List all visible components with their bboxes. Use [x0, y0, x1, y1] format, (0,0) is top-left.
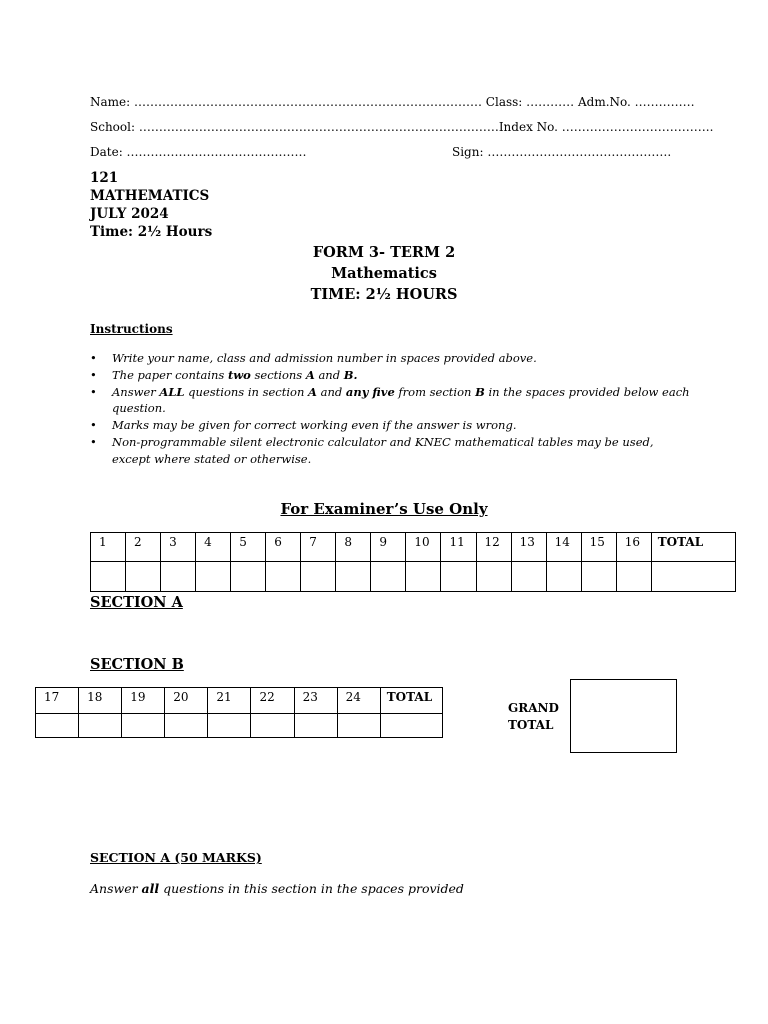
table-header-row — [36, 688, 443, 714]
exam-title — [0, 242, 768, 305]
total-score-cell[interactable] — [380, 714, 442, 738]
score-cell[interactable] — [616, 562, 651, 592]
section-a-answer-instruction — [90, 881, 464, 896]
score-cell[interactable] — [406, 562, 441, 592]
text-run: questions in this section in the spaces provided — [159, 881, 464, 896]
score-cell[interactable] — [208, 714, 251, 738]
emphasis-text: B — [475, 384, 485, 399]
section-b-marks-table — [35, 687, 443, 738]
exam-title-form: FORM 3- TERM 2 — [312, 244, 456, 261]
emphasis-text: B. — [343, 367, 358, 382]
text-run: sections — [250, 367, 306, 382]
question-number-cell: 18 — [79, 688, 122, 714]
grand-total-line2: TOTAL — [508, 718, 554, 732]
text-run: Answer — [90, 881, 142, 896]
text-run: Marks may be given for correct working even if the answer is wrong. — [112, 418, 517, 433]
score-cell[interactable] — [251, 714, 294, 738]
score-cell[interactable] — [36, 714, 79, 738]
text-run: from section — [394, 384, 476, 399]
question-number-cell: 4 — [196, 533, 231, 562]
question-number-cell: 13 — [511, 533, 546, 562]
score-cell[interactable] — [91, 562, 126, 592]
question-number-cell: 5 — [231, 533, 266, 562]
instructions-heading: Instructions — [90, 322, 173, 336]
instruction-item — [90, 434, 690, 468]
date-field[interactable]: Date: ……………………………………… — [90, 145, 307, 159]
emphasis-text: ALL — [159, 384, 185, 399]
score-cell[interactable] — [294, 714, 337, 738]
emphasis-text: A — [308, 384, 317, 399]
score-cell[interactable] — [511, 562, 546, 592]
paper-code: 121 — [90, 170, 119, 186]
exam-title-subject: Mathematics — [331, 265, 437, 282]
text-run: and — [314, 367, 344, 382]
question-number-cell: 10 — [406, 533, 441, 562]
name-class-adm-field[interactable]: Name: …………………………………………………………………………… Class: ………… Adm.No. …………… — [90, 95, 695, 109]
table-score-row — [36, 714, 443, 738]
table-score-row — [91, 562, 736, 592]
text-run: questions in section — [184, 384, 309, 399]
section-a-marks-heading: SECTION A (50 MARKS) — [90, 850, 262, 865]
grand-total-box[interactable] — [570, 679, 677, 753]
question-number-cell: 17 — [36, 688, 79, 714]
score-cell[interactable] — [165, 714, 208, 738]
question-number-cell: 14 — [546, 533, 581, 562]
question-number-cell: 16 — [616, 533, 651, 562]
text-run: Write your name, class and admission number in spaces provided above. — [112, 351, 537, 365]
question-number-cell: 12 — [476, 533, 511, 562]
exam-title-time: TIME: 2½ HOURS — [310, 286, 458, 303]
text-run: Answer — [112, 384, 160, 399]
question-number-cell: 3 — [161, 533, 196, 562]
grand-total-label — [508, 700, 559, 734]
score-cell[interactable] — [476, 562, 511, 592]
question-number-cell: 2 — [126, 533, 161, 562]
total-header-cell: TOTAL — [651, 533, 735, 562]
paper-subject: MATHEMATICS — [90, 188, 210, 204]
total-header-cell: TOTAL — [380, 688, 442, 714]
question-number-cell: 1 — [91, 533, 126, 562]
table-header-row — [91, 533, 736, 562]
instructions-list — [90, 350, 690, 468]
paper-header — [90, 169, 212, 241]
text-run: and — [316, 384, 346, 399]
instruction-item — [90, 384, 690, 418]
score-cell[interactable] — [126, 562, 161, 592]
score-cell[interactable] — [196, 562, 231, 592]
score-cell[interactable] — [266, 562, 301, 592]
question-number-cell: 9 — [371, 533, 406, 562]
instruction-item — [90, 367, 690, 384]
grand-total-line1: GRAND — [508, 701, 559, 715]
school-index-field[interactable]: School: ………………………………………………………………………………Index No. ……………………………….. — [90, 120, 714, 134]
question-number-cell: 22 — [251, 688, 294, 714]
score-cell[interactable] — [161, 562, 196, 592]
score-cell[interactable] — [336, 562, 371, 592]
emphasis-text: any five — [345, 384, 395, 399]
question-number-cell: 7 — [301, 533, 336, 562]
text-run: in the spaces provided below each question. — [112, 384, 690, 416]
emphasis-text: two — [227, 367, 251, 382]
score-cell[interactable] — [337, 714, 380, 738]
examiner-heading: For Examiner’s Use Only — [280, 500, 488, 518]
question-number-cell: 21 — [208, 688, 251, 714]
score-cell[interactable] — [371, 562, 406, 592]
section-a-heading: SECTION A — [90, 594, 183, 611]
question-number-cell: 23 — [294, 688, 337, 714]
score-cell[interactable] — [546, 562, 581, 592]
question-number-cell: 19 — [122, 688, 165, 714]
question-number-cell: 15 — [581, 533, 616, 562]
instruction-item — [90, 350, 690, 367]
text-run: Non-programmable silent electronic calculator and KNEC mathematical tables may be used, except where stated or otherwise. — [112, 434, 654, 466]
score-cell[interactable] — [79, 714, 122, 738]
score-cell[interactable] — [441, 562, 476, 592]
score-cell[interactable] — [581, 562, 616, 592]
emphasis-text: all — [141, 881, 160, 896]
text-run: The paper contains — [112, 367, 228, 382]
section-b-heading: SECTION B — [90, 656, 184, 673]
question-number-cell: 6 — [266, 533, 301, 562]
score-cell[interactable] — [301, 562, 336, 592]
instruction-item — [90, 417, 690, 434]
paper-date: JULY 2024 — [90, 206, 169, 222]
total-score-cell[interactable] — [651, 562, 735, 592]
question-number-cell: 11 — [441, 533, 476, 562]
question-number-cell: 8 — [336, 533, 371, 562]
emphasis-text: A — [305, 367, 315, 382]
score-cell[interactable] — [122, 714, 165, 738]
section-a-marks-table — [90, 532, 736, 592]
question-number-cell: 20 — [165, 688, 208, 714]
sign-field[interactable]: Sign: ………………………………………. — [452, 145, 672, 159]
score-cell[interactable] — [231, 562, 266, 592]
question-number-cell: 24 — [337, 688, 380, 714]
paper-time: Time: 2½ Hours — [90, 224, 213, 240]
